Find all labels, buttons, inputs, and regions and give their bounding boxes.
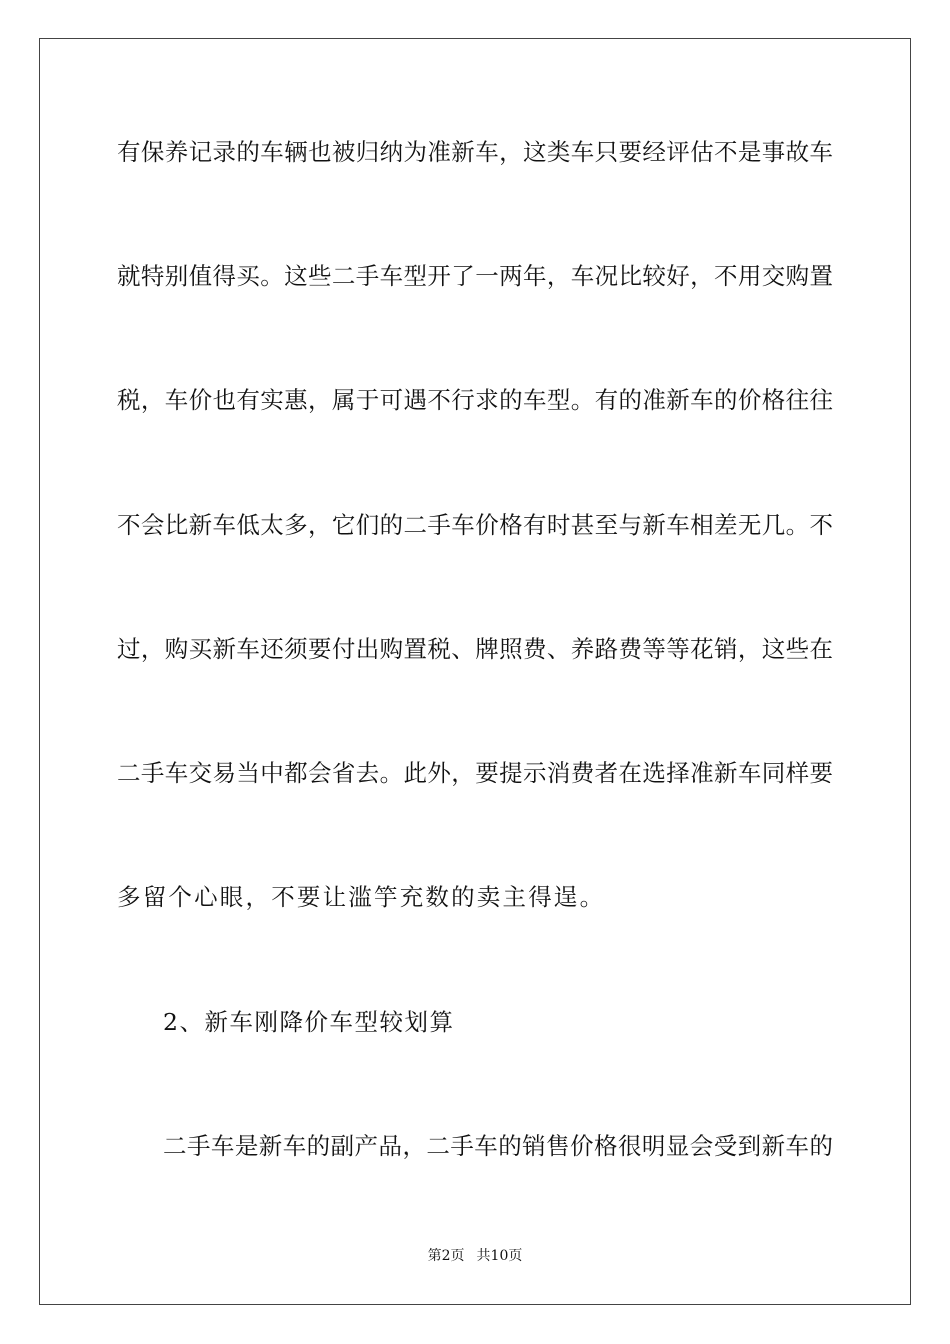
body-text-line: 不会比新车低太多，它们的二手车价格有时甚至与新车相差无几。不 <box>117 511 833 539</box>
page-border <box>39 38 911 1305</box>
page-total: 共10页 <box>476 1248 523 1264</box>
body-text-line: 二手车交易当中都会省去。此外，要提示消费者在选择准新车同样要 <box>117 759 833 787</box>
body-text-line: 税，车价也有实惠，属于可遇不行求的车型。有的准新车的价格往往 <box>117 386 833 414</box>
body-text-line: 二手车是新车的副产品，二手车的销售价格很明显会受到新车的 <box>163 1132 833 1160</box>
page-footer <box>0 1246 950 1266</box>
body-text-line: 有保养记录的车辆也被归纳为准新车，这类车只要经评估不是事故车 <box>117 138 833 166</box>
body-text-line: 多留个心眼，不要让滥竽充数的卖主得逞。 <box>117 883 606 911</box>
section-heading: 2、新车刚降价车型较划算 <box>163 1008 455 1036</box>
body-text-line: 过，购买新车还须要付出购置税、牌照费、养路费等等花销，这些在 <box>117 635 833 663</box>
page-number: 第2页 <box>427 1248 465 1264</box>
body-text-line: 就特别值得买。这些二手车型开了一两年，车况比较好，不用交购置 <box>117 262 833 290</box>
